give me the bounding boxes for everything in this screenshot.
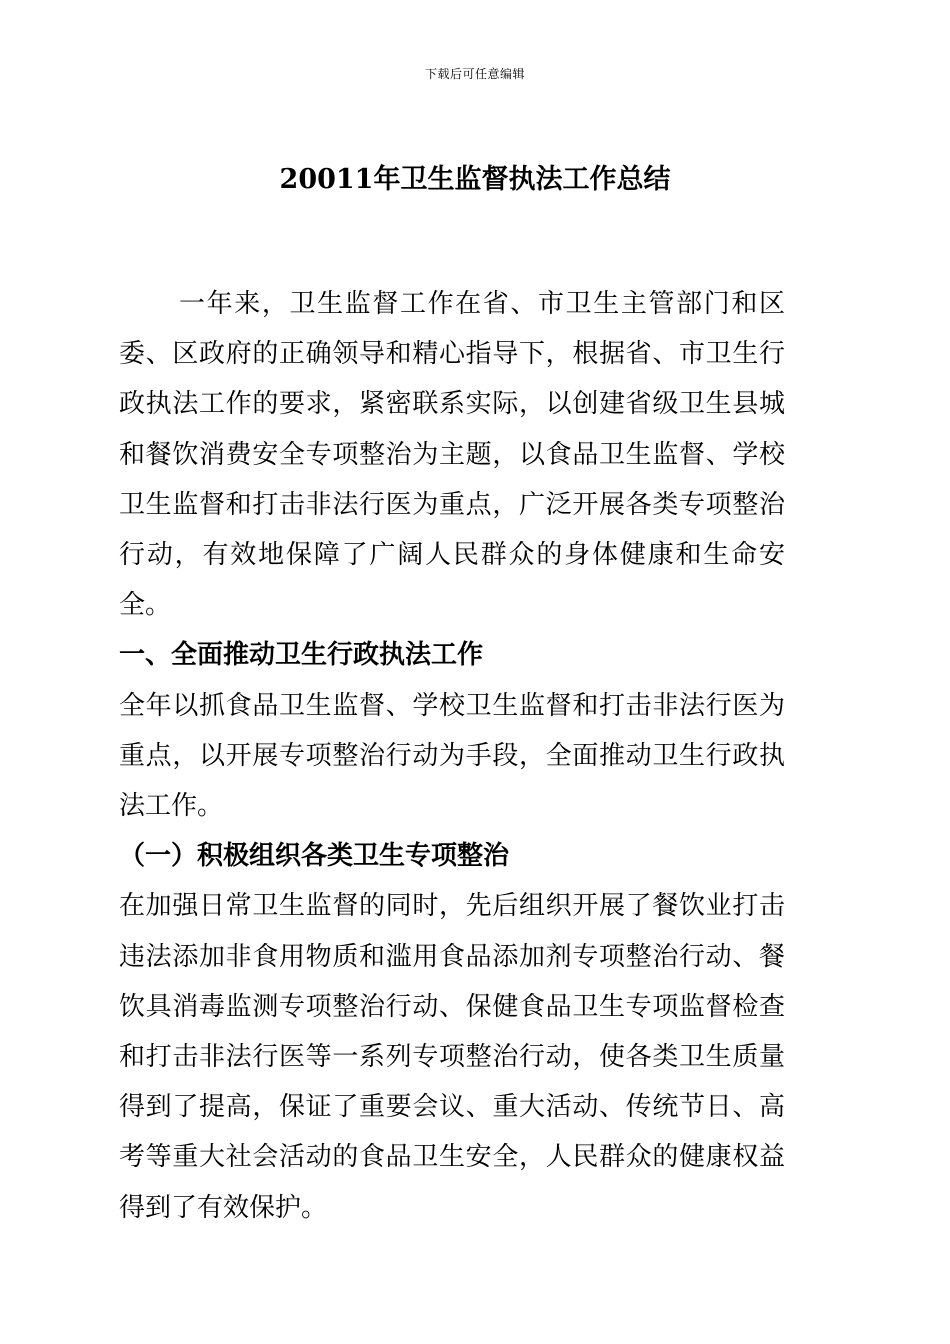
- section-paragraph-1: 全年以抓食品卫生监督、学校卫生监督和打击非法行医为重点，以开展专项整治行动为手段，全面推动卫生行政执法工作。: [119, 690, 785, 822]
- subsection-paragraph-1: 在加强日常卫生监督的同时，先后组织开展了餐饮业打击违法添加非食用物质和滥用食品添加剂专项整治行动、餐饮具消毒监测专项整治行动、保健食品卫生专项监督检查和打击非法行医等一系列专项整治行动，使各类卫生质量得到了提高，保证了重要会议、重大活动、传统节日、高考等重大社会活动的食品卫生安全，人民群众的健康权益得到了有效保护。: [119, 891, 785, 1223]
- section-heading-1: 一、全面推动卫生行政执法工作: [119, 640, 484, 671]
- subsection-heading-1: （一）积极组织各类卫生专项整治: [119, 841, 510, 872]
- intro-paragraph: 一年来，卫生监督工作在省、市卫生主管部门和区委、区政府的正确领导和精心指导下，根据省、市卫生行政执法工作的要求，紧密联系实际，以创建省级卫生县城和餐饮消费安全专项整治为主题，以食品卫生监督、学校卫生监督和打击非法行医为重点，广泛开展各类专项整治行动，有效地保障了广阔人民群众的身体健康和生命安全。: [119, 289, 785, 621]
- document-title: 20011年卫生监督执法工作总结: [279, 164, 671, 195]
- document-body: [119, 279, 785, 1233]
- header-note: 下载后可任意编辑: [424, 67, 525, 81]
